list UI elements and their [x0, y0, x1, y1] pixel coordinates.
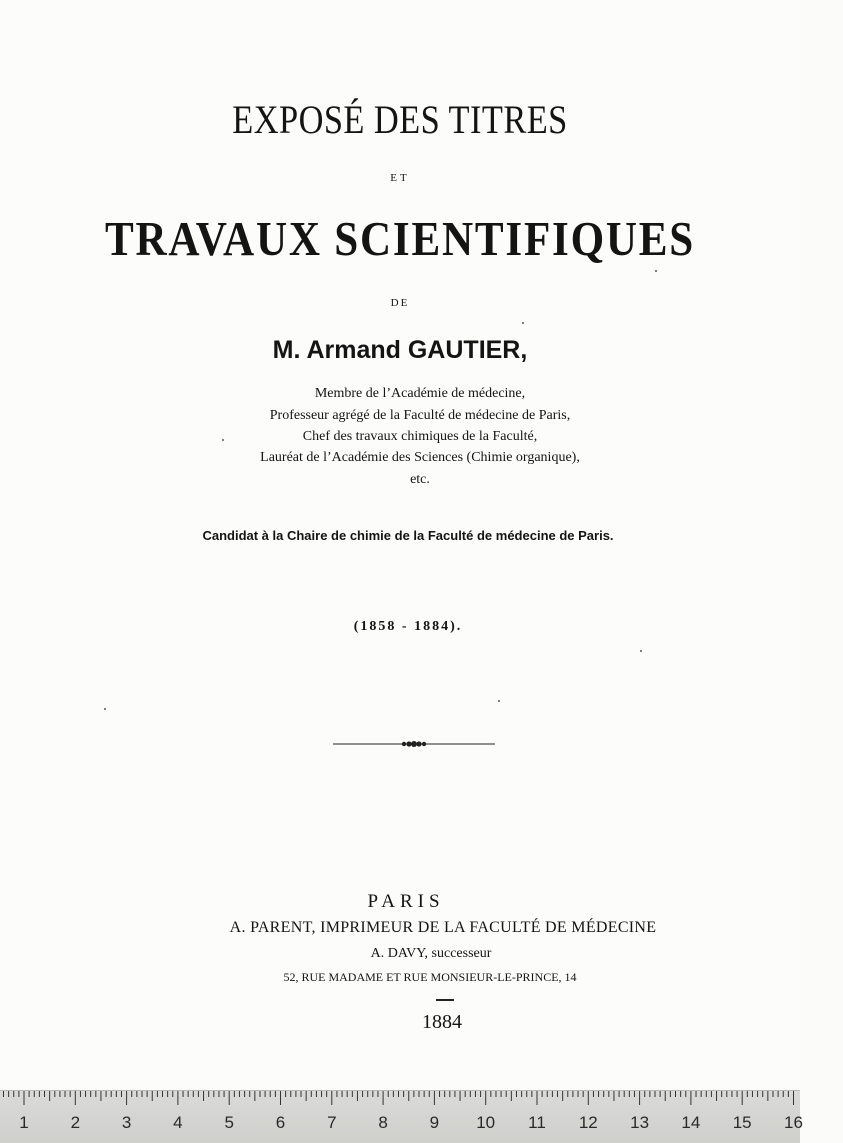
author-name: M. Armand GAUTIER, — [272, 336, 528, 364]
title-conjunction: ET — [390, 172, 410, 184]
title-line-1: EXPOSÉ DES TITRES — [232, 97, 568, 142]
imprint-city: PARIS — [367, 891, 445, 912]
title-line-2: TRAVAUX SCIENTIFIQUES — [104, 211, 696, 266]
ruler-number: 8 — [378, 1113, 388, 1132]
ruler-number: 14 — [681, 1113, 701, 1132]
ruler-number: 9 — [429, 1113, 440, 1132]
period-dates: (1858 - 1884). — [353, 619, 463, 634]
ornamental-divider-icon — [333, 736, 495, 752]
ruler-number: 10 — [476, 1113, 496, 1132]
qualification-line: Lauréat de l’Académie des Sciences (Chimie organique), — [260, 450, 580, 465]
ruler-number: 13 — [630, 1113, 650, 1132]
ruler-number: 4 — [173, 1113, 183, 1132]
candidacy-statement: Candidat à la Chaire de chimie de la Faculté de médecine de Paris. — [202, 528, 614, 543]
imprint-publisher: A. PARENT, IMPRIMEUR DE LA FACULTÉ DE MÉDECINE — [229, 919, 657, 936]
qualification-line: etc. — [410, 472, 430, 487]
imprint-address: 52, RUE MADAME ET RUE MONSIEUR-LE-PRINCE, 14 — [283, 970, 577, 984]
imprint-rule — [436, 999, 454, 1001]
imprint-successor: A. DAVY, successeur — [370, 946, 492, 961]
ruler-number: 7 — [327, 1113, 337, 1132]
ruler-number: 2 — [70, 1113, 81, 1132]
qualification-line: Chef des travaux chimiques de la Faculté, — [302, 429, 538, 444]
measuring-ruler — [0, 1090, 803, 1143]
qualification-line: Professeur agrégé de la Faculté de médecine de Paris, — [269, 408, 571, 423]
ruler-number: 5 — [224, 1113, 234, 1132]
title-preposition: DE — [390, 297, 410, 309]
ruler-number: 16 — [784, 1113, 803, 1132]
imprint-year: 1884 — [422, 1011, 462, 1033]
ruler-number: 12 — [578, 1113, 598, 1132]
ruler-number: 11 — [528, 1113, 546, 1132]
qualification-line: Membre de l’Académie de médecine, — [314, 386, 526, 401]
ruler-number: 3 — [121, 1113, 132, 1132]
ruler-number: 1 — [19, 1113, 29, 1132]
ruler-number: 15 — [732, 1113, 752, 1132]
ruler-number: 6 — [275, 1113, 286, 1132]
